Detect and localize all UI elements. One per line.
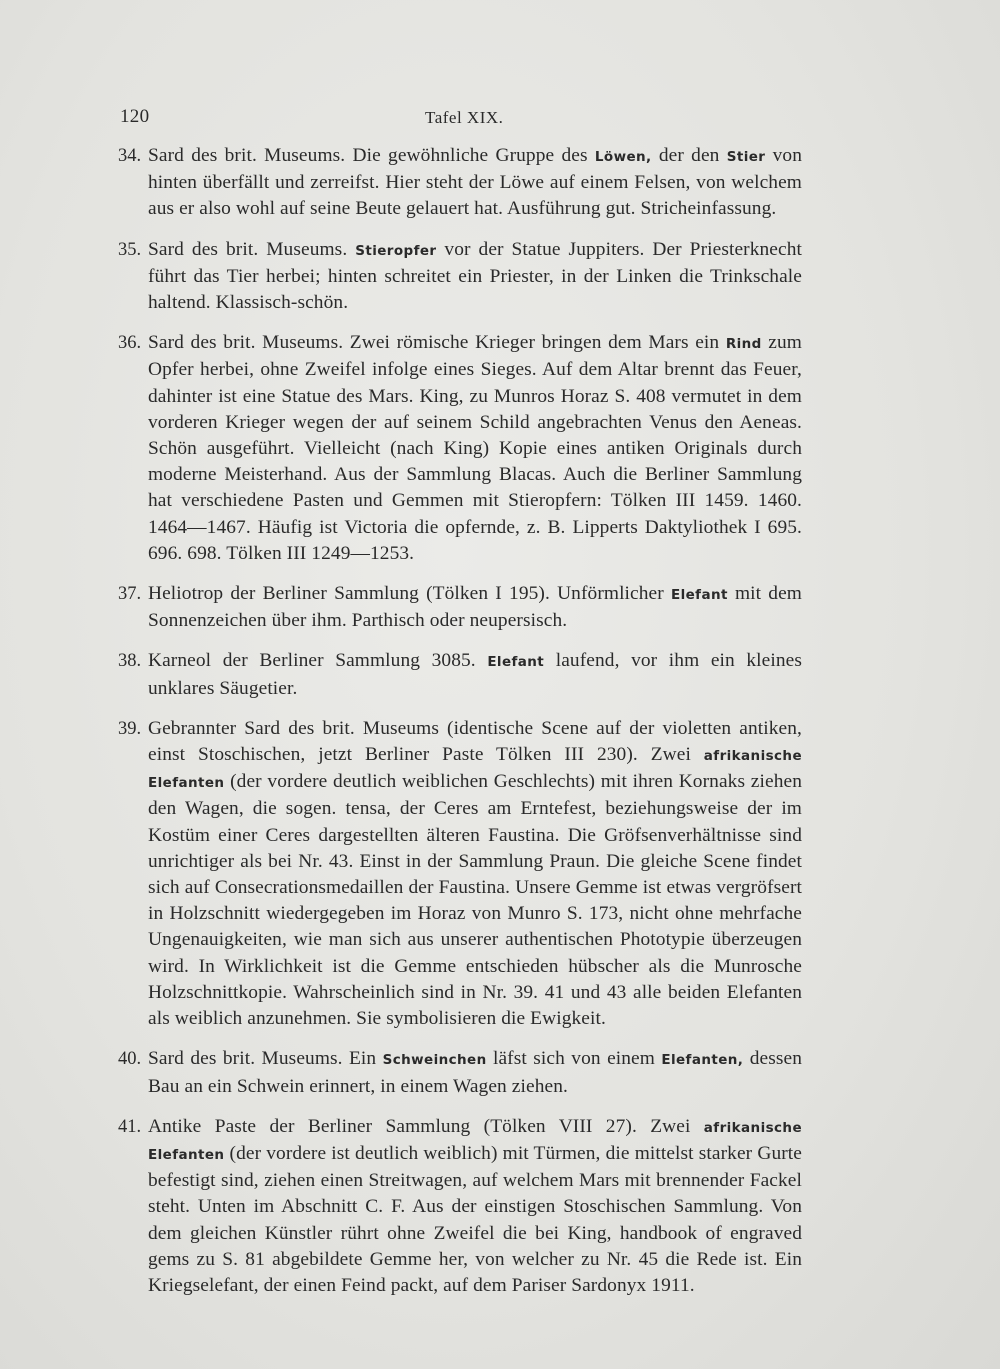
page-header: [120, 106, 800, 132]
keyword: Stieropfer: [355, 242, 437, 259]
keyword: afrikanische Elefanten: [148, 1119, 802, 1163]
catalog-entry: [118, 581, 802, 634]
catalog-entry: [118, 716, 802, 1032]
catalog-entry: [118, 1114, 802, 1299]
keyword: Elefanten,: [661, 1052, 744, 1069]
entry-text: [148, 648, 802, 701]
keyword: Rind: [725, 336, 762, 353]
text-run: zum Opfer herbei, ohne Zweifel infolge eines Sieges. Auf dem Altar brennt das Feuer, dahinter ist eine Statue des Mars. King, zu Munros Horaz S. 408 vermutet in dem vorderen Krieger wegen der auf seinem Schild angebrachten Venus den Aeneas. Schön ausgeführt. Vielleicht (nach King) Kopie eines antiken Originals durch moderne Meisterhand. Aus der Sammlung Blacas. Auch die Berliner Sammlung hat verschiedene Pasten und Gemmen mit Stieropfern: Tölken III 1459. 1460. 1464—1467. Häufig ist Victoria die opfernde, z. B. Lipperts Daktyliothek I 695. 696. 698. Tölken III 1249—1253.: [148, 332, 802, 564]
text-run: Heliotrop der Berliner Sammlung (Tölken I 195). Unförmlicher: [148, 583, 671, 605]
entry-number: 41.: [118, 1116, 142, 1137]
entry-text: [148, 1114, 802, 1299]
entry-text: [148, 1046, 802, 1099]
entry-number: 40.: [118, 1049, 142, 1070]
entry-text: [148, 330, 802, 567]
text-run: laufend, vor ihm ein kleines unklares Säugetier.: [148, 650, 802, 699]
keyword: Schweinchen: [382, 1052, 487, 1069]
entry-text: [148, 716, 802, 1032]
text-run: von hinten überfällt und zerreifst. Hier steht der Löwe auf einem Felsen, von welchem aus er also wohl auf seine Beute gelauert hat. Ausführung gut. Stricheinfassung.: [148, 145, 802, 220]
text-run: dessen Bau an ein Schwein erinnert, in einem Wagen ziehen.: [148, 1048, 802, 1097]
keyword: Elefant: [670, 587, 728, 604]
keyword: Elefant: [487, 654, 545, 671]
entry-number: 35.: [118, 239, 142, 260]
catalog-entry: [118, 1046, 802, 1099]
text-run: Antike Paste der Berliner Sammlung (Tölken VIII 27). Zwei: [148, 1115, 704, 1137]
entry-number: 39.: [118, 718, 142, 739]
page-number: 120: [120, 106, 150, 127]
entry-text: [148, 143, 802, 223]
text-run: Karneol der Berliner Sammlung 3085.: [148, 650, 488, 672]
entry-number: 37.: [118, 584, 142, 605]
text-run: Gebrannter Sard des brit. Museums (identische Scene auf der violetten antiken, einst Stoschischen, jetzt Berliner Paste Tölken III 230). Zwei: [148, 717, 802, 766]
catalog-entries: [118, 143, 802, 1313]
keyword: afrikanische Elefanten: [148, 748, 802, 792]
catalog-entry: [118, 648, 802, 701]
text-run: läfst sich von einem: [486, 1048, 662, 1070]
running-title: Tafel XIX.: [425, 108, 504, 127]
text-run: (der vordere deutlich weiblichen Geschlechts) mit ihren Kornaks ziehen den Wagen, die sogen. tensa, der Ceres am Erntefest, beziehungsweise der im Kostüm einer Ceres dargestellten älteren Faustina. Die Gröfsenverhältnisse sind unrichtiger als bei Nr. 43. Einst in der Sammlung Praun. Die gleiche Scene findet sich auf Consecrationsmedaillen der Faustina. Unsere Gemme ist etwas vergröfsert in Holzschnitt wiedergegeben im Horaz von Munro S. 173, nicht ohne mehrfache Ungenauigkeiten, wie man sich aus unserer authentischen Phototypie überzeugen wird. In Wirklichkeit ist die Gemme entschieden hübscher als die Munrosche Holzschnittkopie. Wahrscheinlich sind in Nr. 39. 41 und 43 alle beiden Elefanten als weiblich anzunehmen. Sie symbolisieren die Ewigkeit.: [148, 771, 802, 1030]
text-run: Sard des brit. Museums. Die gewöhnliche Gruppe des: [148, 145, 595, 166]
text-run: Sard des brit. Museums. Ein: [148, 1048, 383, 1070]
text-run: mit dem Sonnenzeichen über ihm. Parthisch oder neupersisch.: [148, 583, 802, 632]
entry-number: 36.: [118, 333, 142, 354]
catalog-entry: [118, 237, 802, 317]
text-run: Sard des brit. Museums. Zwei römische Krieger bringen dem Mars ein: [148, 332, 726, 354]
text-run: der den: [651, 145, 727, 166]
text-run: (der vordere ist deutlich weiblich) mit Türmen, die mittelst starker Gurte befestigt sind, ziehen einen Streitwagen, auf welchem Mars mit brennender Fackel steht. Unten im Abschnitt C. F. Aus der einstigen Stoschischen Sammlung. Von dem gleichen Künstler rührt ohne Zweifel die bei King, handbook of engraved gems zu S. 81 abgebildete Gemme her, von welcher zu Nr. 45 die Rede ist. Ein Kriegselefant, der einen Feind packt, auf dem Pariser Sardonyx 1911.: [148, 1142, 802, 1296]
entry-text: [148, 237, 802, 317]
entry-number: 34.: [118, 146, 142, 166]
catalog-entry: [118, 330, 802, 567]
entry-text: [148, 581, 802, 634]
entry-number: 38.: [118, 651, 142, 672]
catalog-entry: [118, 143, 802, 223]
keyword: Stier: [726, 149, 766, 165]
text-run: Sard des brit. Museums.: [148, 238, 356, 260]
keyword: Löwen,: [594, 149, 652, 165]
text-run: vor der Statue Juppiters. Der Priesterknecht führt das Tier herbei; hinten schreitet ein Priester, in der Linken die Trinkschale haltend. Klassisch-schön.: [148, 238, 803, 314]
